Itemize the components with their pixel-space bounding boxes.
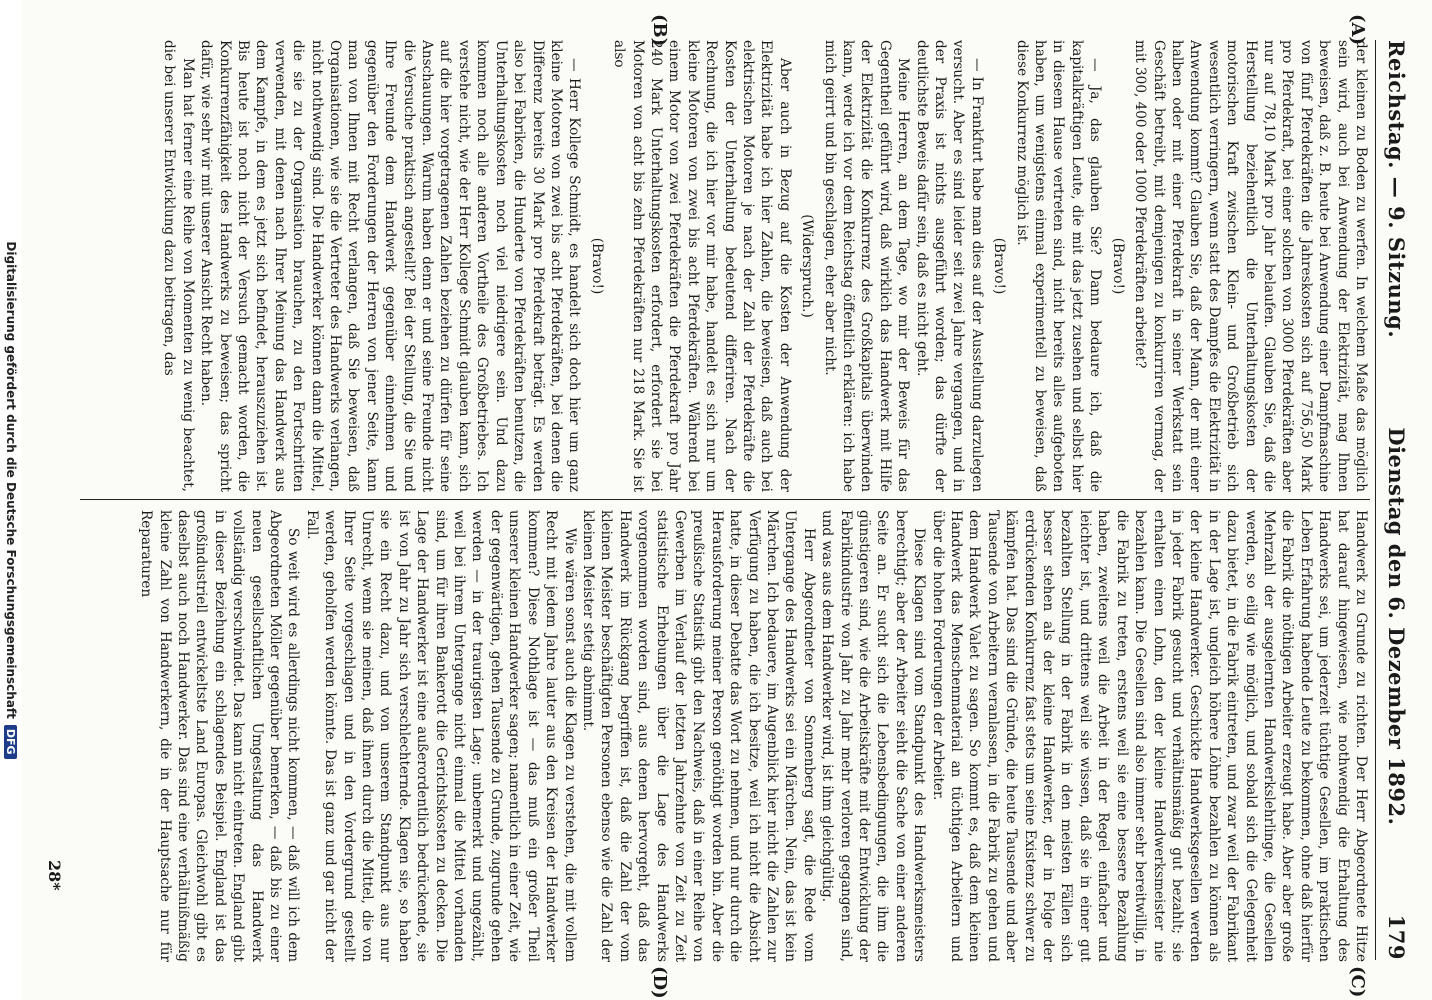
column-divider xyxy=(80,499,1370,500)
margin-marker-c: (C) xyxy=(1347,966,1368,998)
paragraph: Handwerk zu Grunde zu richten. Der Herr Abgeordnete Hitze hat darauf hingewiesen, wie nothwendig die Erhaltung des Handwerks sei, um jederzeit tüchtige Gesellen, im praktischen Leben Erfahrung habende Leute zu bekommen, ohne daß hierfür die Fabrik die nöthigen Arbeiter erzeugt habe. Aber aber große Mehrzahl der ausgelernten Handwerkslehrlinge, die Gesellen werden, so eilig wie möglich, und sobald sich die Gelegenheit dazu bietet, in die Fabrik eintreten, und zwar weil der Fabrikant in der Lage ist, ungleich höhere Löhne bezahlen zu können als der kleine Handwerker. Geschickte Handwerksgesellen werden in jeder Fabrik gesucht und verhältnismäßig gut bezahlt; sie erhalten einen Lohn, den der kleine Handwerksmeister nie bezahlen kann. Die Gesellen sind also immer sehr bereitwillig, in die Fabrik zu treten, erstens weil sie eine bessere Bezahlung haben, zweitens weil die Arbeit in der Regel einfacher und leichter ist, und drittens weil sie wissen, daß sie in einer gut bezahlten Stellung in der Fabrik in den meisten Fällen sich besser stehen als der kleine Handwerker, der in Folge der erdrückenden Konkurrenz fast stets um seine Existenz schwer zu kämpfen hat. Das sind die Gründe, die heute Tausende und aber Tausende von Arbeitern veranlassen, in die Fabrik zu gehen und dem Handwerk Valet zu sagen. So kommt es, daß dem kleinen Handwerk das Menschenmaterial an tüchtigen Arbeitern und über die hohen Forderungen der Arbeiter. xyxy=(929,510,1369,962)
page-signature: 28* xyxy=(45,860,64,891)
interjection: (Bravo!) xyxy=(1109,237,1126,295)
paragraph: Man hat ferner eine Reihe von Momenten zu wenig beachtet, die bei unserer Entwicklung dazu beitragen, das xyxy=(161,40,196,492)
margin-marker-d: (D) xyxy=(649,966,670,999)
header-rule xyxy=(1375,40,1376,960)
paragraph: Herr Abgeordneter von Sonnenberg sagt, die Rede vom Untergange des Handwerks sei ein Märchen. Nein, das ist kein Märchen. Ich bedauere, im Augenblick hier nicht die Zahlen zur Verfügung zu haben, die ich besitze, weil ich nicht die Absicht hatte, in dieser Debatte das Wort zu nehmen, und nur durch die Herausforderung meiner Person genöthigt worden bin. Aber die preußische Statistik gibt den Nachweis, daß in einer Reihe von Gewerben im Verlauf der letzten Jahrzehnte von Zeit zu Zeit statistische Erhebungen über die Lage des Handwerks vorgenommen worden sind, aus denen hervorgeht, daß das Handwerk im Rückgang begriffen ist, daß die Zahl der vom kleinen Meister beschäftigten Personen ebenso wie die Zahl der kleinen Meister stetig abnimmt. xyxy=(579,510,817,962)
margin-marker-b: (B) xyxy=(649,14,670,47)
right-column xyxy=(80,510,1370,962)
paragraph: So weit wird es allerdings nicht kommen, — daß will ich dem Abgeordneten Möller gegenüber bemerken, — daß bis zu einer neuen gesellschaftlichen Umgestaltung das Handwerk vollständig verschwindet. Das kann nicht eintreten. England gibt in dieser Beziehung ein schlagendes Beispiel. England ist das großindustriell entwickeltste Land Europas. Gleichwohl gibt es daselbst auch noch Handwerker. Das sind eine verhältnißmäßig kleine Zahl von Handwerkern, die in der Hauptsache nur für Reparaturen xyxy=(138,510,302,962)
interjection: (Bravo!) xyxy=(991,237,1008,295)
paragraph: — Ja, das glauben Sie? Dann bedaure ich, daß die kapitalkräftigen Leute, die mit das jetzt zusehen und selbst hier in diesem Hause vertreten sind, nicht bereits alles aufgeboten haben, um wenigstens einmal experimentell zu beweisen, daß diese Konkurrenz möglich ist. xyxy=(1013,40,1104,492)
paragraph: Aber auch in Bezug auf die Kosten der Anwendung der Elektrizität habe ich hier Zahlen, die beweisen, daß auch bei elektrischen Motoren je nach der Zahl der Pferdekräfte die Kosten der Unterhaltung bedeutend differiren. Nach der Rechnung, die ich hier vor mir habe, handelt es sich nur um kleine Motoren von zwei bis acht Pferdekräften. Während bei einem Motor von zwei Pferdekräften die Pferdekraft pro Jahr 240 Mark Unterhaltungskosten erfordert, erfordert sie bei Motoren von acht bis zehn Pferdekräften nur 218 Mark. Sie ist also xyxy=(611,40,793,492)
header-session: Reichstag. — 9. Sitzung. xyxy=(1384,40,1410,339)
credit-text: Digitalisierung gefördert durch die Deutsche Forschungsgemeinschaft xyxy=(4,241,18,719)
paragraph: — In Frankfurt habe man dies auf der Ausstellung darzulegen versucht. Aber es sind leider seit zwei Jahre vergangen, und in der Praxis ist nichts ausgeführt worden; das dürfte der deutlichste Beweis dafür sein, daß es nicht geht. xyxy=(913,40,985,492)
header-date: Dienstag den 6. Dezember 1892. xyxy=(1384,427,1410,826)
paragraph: der kleinen zu Boden zu werfen. In welchem Maße das möglich sein wird, auch bei Anwendung der Elektrizität, mag Ihnen beweisen, daß z. B. heute bei Anwendung einer Dampfmaschine von fünf Pferdekräften die Jahreskosten sich auf 756,50 Mark pro Pferdekraft, bei einer solchen von 3000 Pferdekräften aber nur auf 78,10 Mark pro Jahr belaufen. Glauben Sie, daß die Herstellung beziehentlich die Unterhaltungskosten der motorischen Kraft zwischen Klein- und Großbetrieb sich wesentlich verringern, wenn statt des Dampfes die Elektrizität in Anwendung kommt? Glauben Sie, daß der Mann, der mit einer halben oder mit einer Pferdekraft in seiner Werkstatt sein Geschäft betreibt, mit demjenigen zu konkurriren vermag, der mit 300, 400 oder 1000 Pferdekräften arbeitet? xyxy=(1132,40,1369,492)
page-header xyxy=(1380,40,1414,960)
paragraph: Meine Herren, an dem Tage, wo mir der Beweis für das Gegentheil geführt wird, daß wirklich das Handwerk mit Hilfe der Elektrizität die Konkurrenz des Großkapitals überwinden kann, werde ich vor dem Reichstag öffentlich erklären: ich habe mich geirrt und bin geschlagen, eher aber nicht. xyxy=(821,40,912,492)
dfg-logo-icon: DFG xyxy=(5,725,18,759)
interjection: (Bravo!) xyxy=(588,237,605,295)
paragraph: Diese Klagen sind vom Standpunkt des Handwerksmeisters berechtigt; aber der Arbeiter sieht die Sache von einer anderen Seite an. Er sucht sich die Lebensbedingungen, die ihm die günstigeren sind, wie die Arbeitskräfte mit der Entwicklung der Fabrikindustrie von Jahr zu Jahr mehr verloren gegangen sind, und was aus dem Handwerker wird, ist ihm gleichgültig. xyxy=(819,510,928,962)
paragraph: Wie wären sonst auch die Klagen zu verstehen, die mit vollem Recht mit jedem Jahre lauter aus den Kreisen der Handwerker kommen? Diese Nothlage ist — das muß ein großer Theil unserer kleinen Handwerker sagen; namentlich in einer Zeit, wie der gegenwärtigen, gehen Tausende zu Grunde, zugrunde gehen werden — in der traurigsten Lage; unbemerkt und ungezählt, weil bei ihrem Untergange nicht einmal die Mittel vorhanden sind, um für ihren Bankerott die Gerichtskosten zu decken. Die Lage der Handwerker ist eine außerordentlich bedrückende, sie ist von Jahr zu Jahr sich verschlechternde. Klagen sie, so haben sie ein Recht dazu, und von unserem Standpunkt aus nur Unrecht, wenn sie meinen, daß ihnen durch die Mittel, die von Ihrer Seite vorgeschlagen und in den Vordergrund gestellt werden, geholfen werden könnte. Das ist ganz und gar nicht der Fall. xyxy=(303,510,578,962)
digitization-credit xyxy=(0,0,22,1000)
left-column xyxy=(80,40,1370,492)
page-number: 179 xyxy=(1384,914,1410,960)
paragraph: — Herr Kollege Schmidt, es handelt sich doch hier um ganz kleine Motoren von zwei bis acht Pferdekräften, bei denen die Differenz bereits 30 Mark pro Pferdekraft beträgt. Es werden also bei Fabriken, die Hunderte von Pferdekräften benutzen, die Unterhaltungskosten noch viel niedrigere sein. Und dazu kommen noch alle anderen Vortheile des Großbetriebes. Ich verstehe nicht, wie der Herr Kollege Schmidt glauben kann, sich auf die hier vorgetragenen Zahlen beziehen zu dürfen für seine Anschauungen. Warum haben denn er und seine Freunde nicht die Versuche praktisch angestellt? Bei der Stellung, die Sie und Ihre Freunde dem Handwerk gegenüber einnehmen und gegenüber den Forderungen der Herren von jener Seite, kann man von Ihnen mit Recht verlangen, daß Sie beweisen, daß Organisationen, wie sie die Vertreter des Handwerks verlangen, nicht nothwendig sind. Die Handwerker können dann die Mittel, die sie zu der Organisation brauchen, zu den Fortschritten verwenden, mit denen nach Ihrer Meinung das Handwerk aus dem Kampfe, in dem es jetzt sich befindet, herauszuziehen ist. Bis heute ist noch nicht der Versuch gemacht worden, die Konkurrenzfähigkeit des Handwerks zu beweisen; das spricht dafür, wie sehr wir mit unserer Ansicht Recht haben. xyxy=(198,40,583,492)
margin-marker-a: (A) xyxy=(1347,14,1368,45)
interjection: (Widerspruch.) xyxy=(799,214,816,318)
